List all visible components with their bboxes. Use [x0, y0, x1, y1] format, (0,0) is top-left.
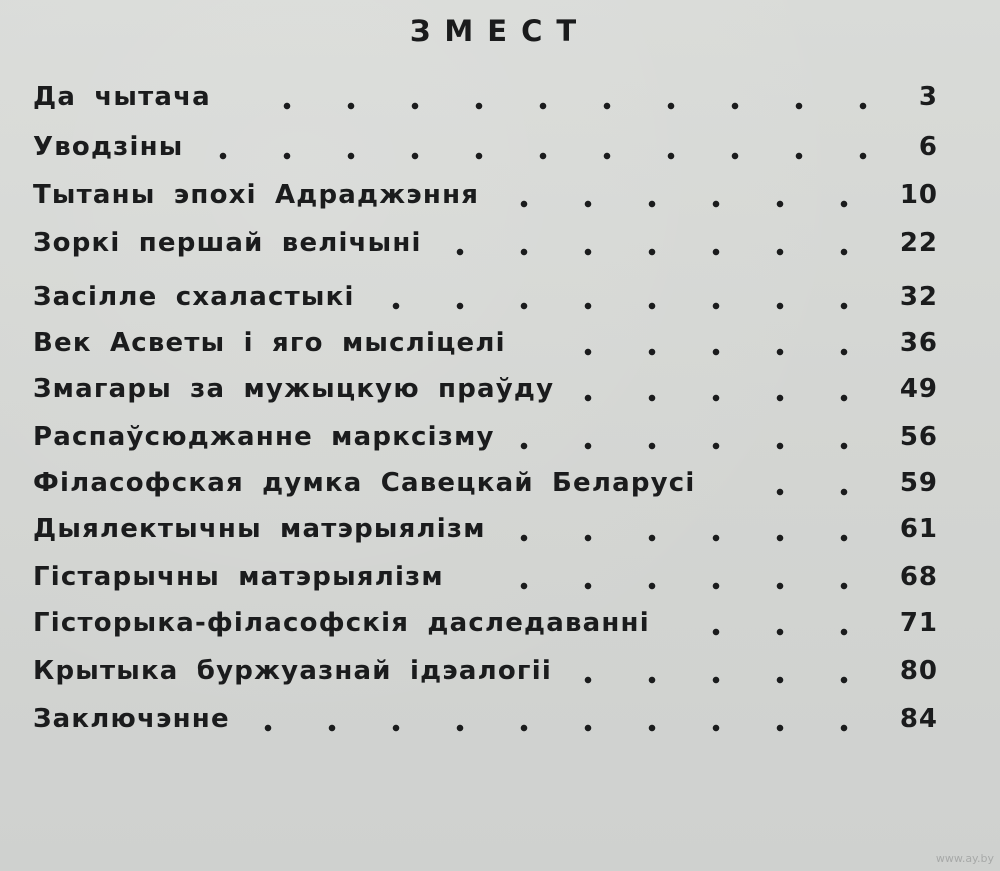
toc-entry: [33, 644, 938, 690]
toc-entry-title: Крытыка буржуазнай ідэалогіі: [33, 656, 552, 686]
dot-leader: [519, 442, 876, 450]
toc-entry: [33, 168, 938, 214]
toc-entry-title: Гістарычны матэрыялізм: [33, 562, 444, 592]
watermark: www.ay.by: [935, 852, 994, 865]
toc-entry-title: Зоркі першай велічыні: [33, 228, 422, 258]
toc-entry-page: 6: [918, 132, 938, 162]
toc-entry-page: 80: [899, 656, 938, 686]
toc-entry-title: Тытаны эпохі Адраджэння: [33, 180, 480, 210]
dot-leader: [720, 488, 876, 496]
toc-entry-title: Заключэнне: [33, 704, 230, 734]
contents-heading: ЗМЕСТ: [409, 14, 591, 48]
toc-entry: [33, 120, 938, 166]
toc-entry-page: 71: [899, 608, 938, 638]
toc-entry-title: Дыялектычны матэрыялізм: [33, 514, 486, 544]
toc-entry-title: Да чытача: [33, 82, 211, 112]
toc-entry-page: 32: [899, 282, 938, 312]
dot-leader: [510, 534, 876, 542]
dot-leader: [207, 152, 895, 160]
dot-leader: [446, 248, 876, 256]
toc-entry-page: 36: [899, 328, 938, 358]
toc-entry: [33, 70, 938, 116]
toc-entry-page: 49: [899, 374, 938, 404]
toc-entry-title: Гісторыка-філасофскія даследаванні: [33, 608, 650, 638]
dot-leader: [576, 676, 876, 684]
dot-leader: [674, 628, 876, 636]
toc-entry-page: 56: [899, 422, 938, 452]
toc-entry: [33, 692, 938, 738]
toc-entry: [33, 502, 938, 548]
toc-entry-title: Распаўсюджанне марксізму: [33, 422, 495, 452]
toc-entry: [33, 456, 938, 502]
toc-entry-page: 68: [899, 562, 938, 592]
toc-entry: [33, 216, 938, 262]
dot-leader: [530, 348, 876, 356]
toc-entry-page: 22: [899, 228, 938, 258]
dot-leader: [235, 102, 895, 110]
toc-entry-page: 3: [918, 82, 938, 112]
toc-entry-title: Філасофская думка Савецкай Беларусі: [33, 468, 696, 498]
toc-entry: [33, 316, 938, 362]
toc-entry: [33, 410, 938, 456]
toc-entry-title: Уводзіны: [33, 132, 184, 162]
toc-entry: [33, 596, 938, 642]
toc-entry: [33, 270, 938, 316]
toc-entry: [33, 362, 938, 408]
toc-entry-page: 59: [899, 468, 938, 498]
toc-entry-page: 61: [899, 514, 938, 544]
dot-leader: [503, 200, 876, 208]
toc-entry-title: Змагары за мужыцкую праўду: [33, 374, 555, 404]
toc-entry: [33, 550, 938, 596]
dot-leader: [379, 302, 876, 310]
dot-leader: [468, 582, 876, 590]
toc-entry-page: 84: [899, 704, 938, 734]
toc-entry-title: Век Асветы і яго мысліцелі: [33, 328, 506, 358]
toc-entry-title: Засілле схаластыкі: [33, 282, 355, 312]
dot-leader: [254, 724, 876, 732]
toc-entry-page: 10: [899, 180, 938, 210]
dot-leader: [578, 394, 876, 402]
